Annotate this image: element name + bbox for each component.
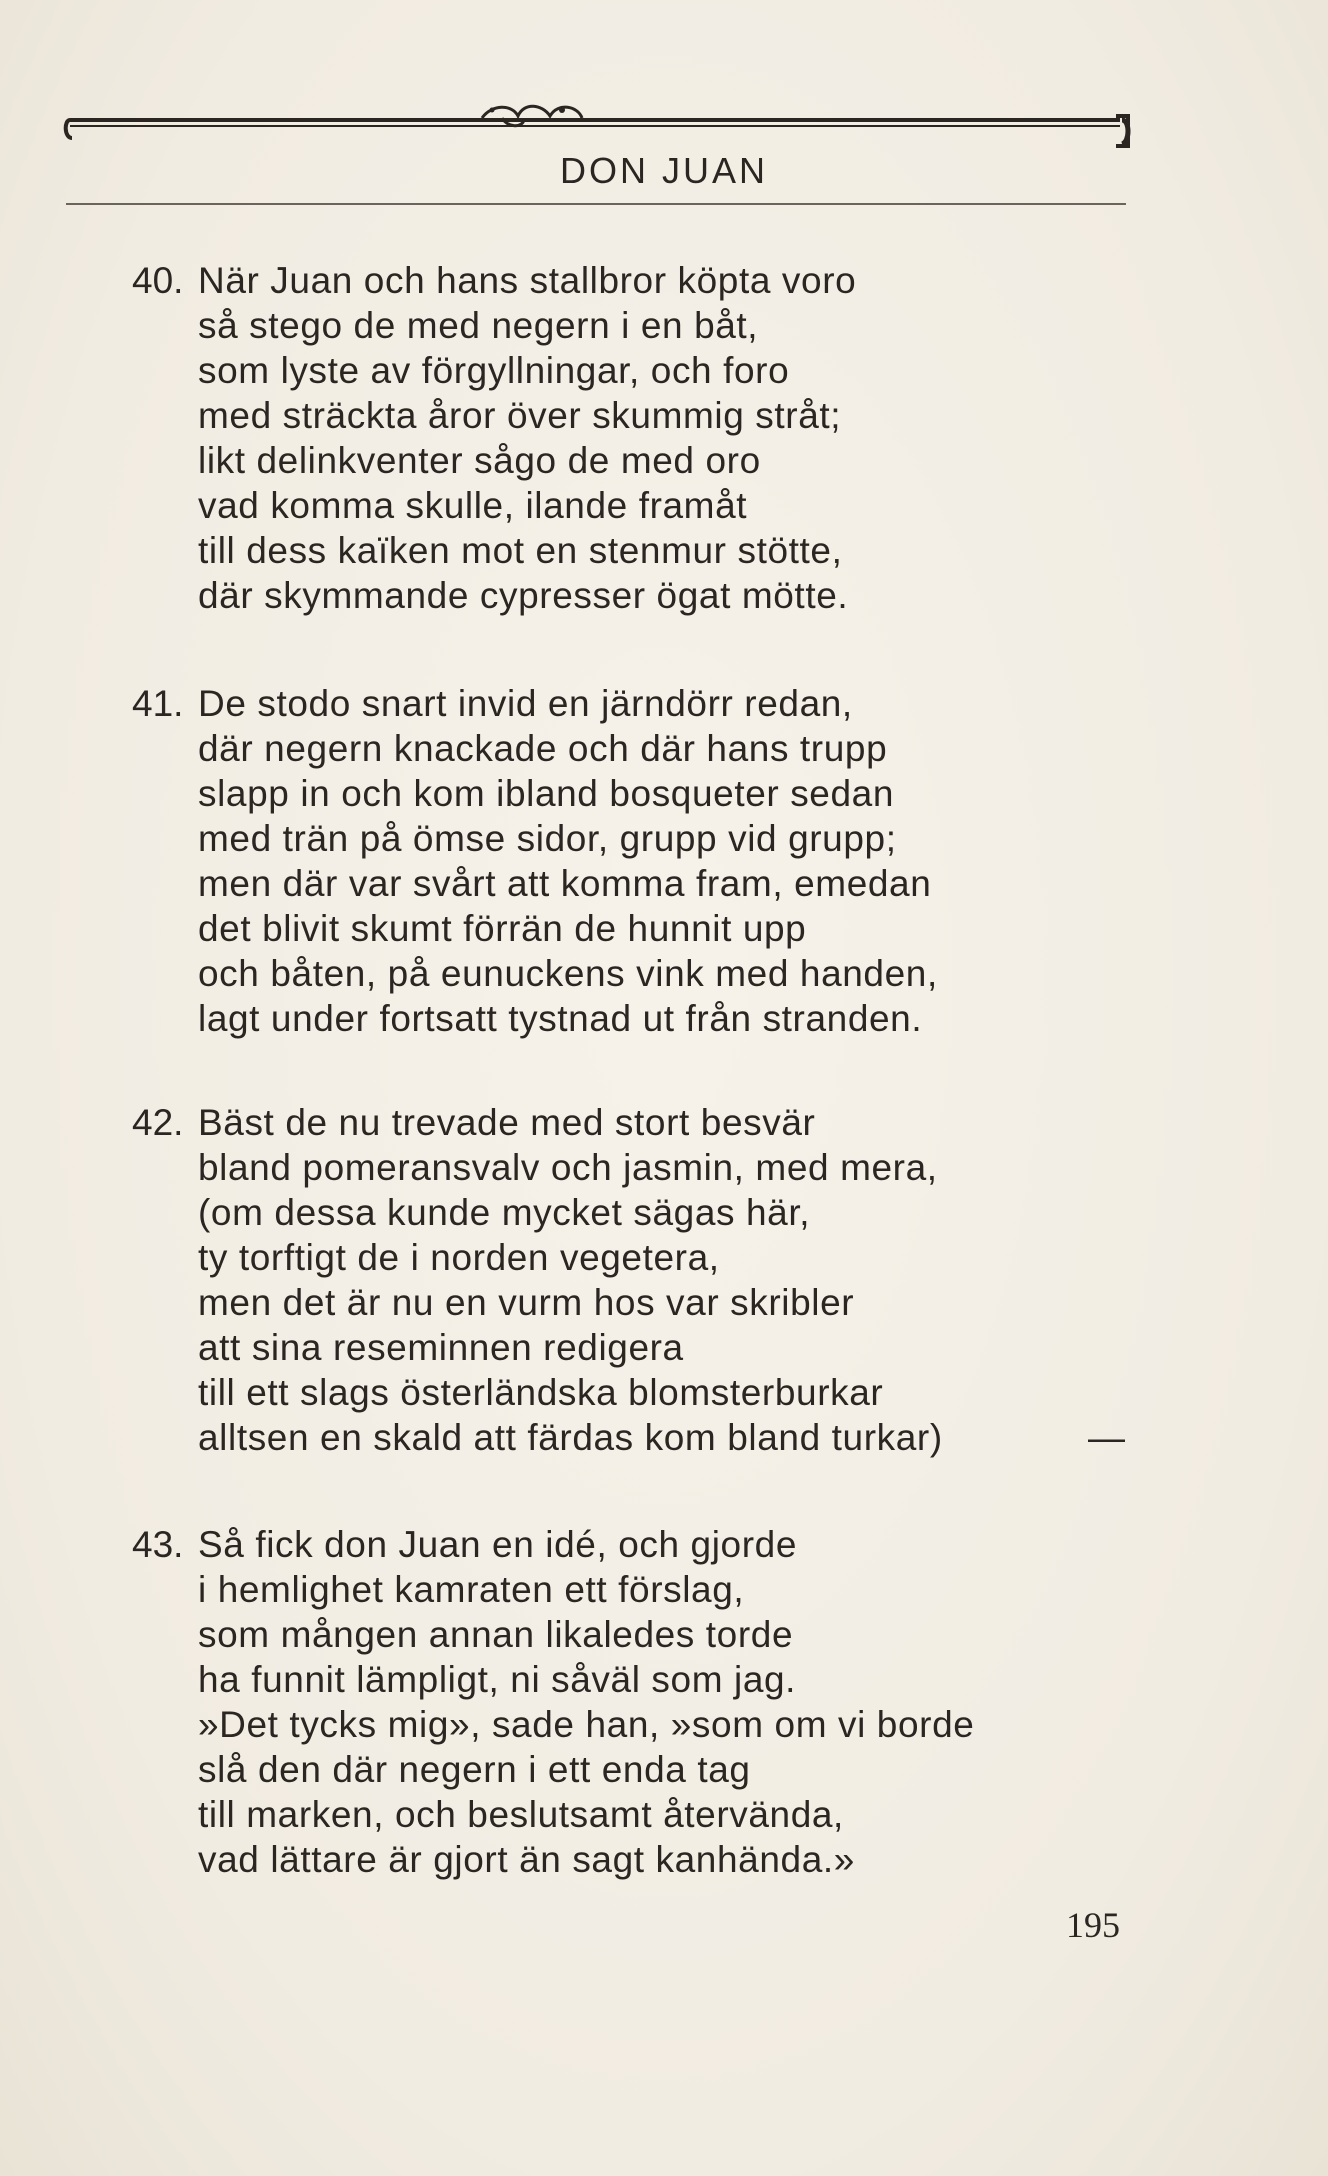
verse-line: till ett slags österländska blomsterburkar — [198, 1372, 884, 1413]
verse-line: likt delinkventer sågo de med oro — [198, 440, 761, 481]
trailing-dash: — — [1088, 1417, 1125, 1458]
stanza-lines — [198, 681, 938, 1041]
verse-line: (om dessa kunde mycket sägas här, — [198, 1192, 811, 1233]
verse-line: Bäst de nu trevade med stort besvär — [198, 1102, 816, 1143]
verse-line: ty torftigt de i norden vegetera, — [198, 1237, 720, 1278]
stanza-number: 40. — [132, 260, 184, 301]
stanza-lines — [198, 1100, 943, 1460]
verse-line: slapp in och kom ibland bosqueter sedan — [198, 773, 895, 814]
verse-line: vad komma skulle, ilande framåt — [198, 485, 748, 526]
verse-line: Så fick don Juan en idé, och gjorde — [198, 1524, 797, 1565]
verse-line: i hemlighet kamraten ett förslag, — [198, 1569, 745, 1610]
running-title: DON JUAN — [559, 150, 768, 191]
verse-line: slå den där negern i ett enda tag — [198, 1749, 751, 1790]
page-number: 195 — [1066, 1905, 1120, 1945]
header-rule — [66, 203, 1126, 205]
verse-line: vad lättare är gjort än sagt kanhända.» — [198, 1839, 855, 1880]
verse-line: lagt under fortsatt tystnad ut från stranden. — [198, 998, 923, 1039]
stanza-number: 42. — [132, 1102, 184, 1143]
verse-line: men det är nu en vurm hos var skribler — [198, 1282, 855, 1323]
verse-line: det blivit skumt förrän de hunnit upp — [198, 908, 807, 949]
stanza-number: 41. — [132, 683, 184, 724]
verse-line: men där var svårt att komma fram, emedan — [198, 863, 932, 904]
verse-line: till marken, och beslutsamt återvända, — [198, 1794, 844, 1835]
verse-line: ha funnit lämpligt, ni såväl som jag. — [198, 1659, 797, 1700]
verse-line: som mången annan likaledes torde — [198, 1614, 794, 1655]
verse-line: med trän på ömse sidor, grupp vid grupp; — [198, 818, 897, 859]
stanza-lines — [198, 1522, 974, 1882]
stanza-number: 43. — [132, 1524, 184, 1565]
verse-line: »Det tycks mig», sade han, »som om vi borde — [198, 1704, 975, 1745]
verse-line: De stodo snart invid en järndörr redan, — [198, 683, 853, 724]
stanza-lines — [198, 258, 856, 618]
verse-line: och båten, på eunuckens vink med handen, — [198, 953, 938, 994]
verse-line: som lyste av förgyllningar, och foro — [198, 350, 790, 391]
verse-line: att sina reseminnen redigera — [198, 1327, 684, 1368]
verse-line: där skymmande cypresser ögat mötte. — [198, 575, 849, 616]
verse-line: alltsen en skald att färdas kom bland turkar) — [198, 1417, 943, 1458]
verse-line: så stego de med negern i en båt, — [198, 305, 759, 346]
verse-line: med sträckta åror över skummig stråt; — [198, 395, 842, 436]
verse-line: där negern knackade och där hans trupp — [198, 728, 888, 769]
verse-line: När Juan och hans stallbror köpta voro — [198, 260, 857, 301]
verse-line: till dess kaïken mot en stenmur stötte, — [198, 530, 843, 571]
verse-line: bland pomeransvalv och jasmin, med mera, — [198, 1147, 938, 1188]
